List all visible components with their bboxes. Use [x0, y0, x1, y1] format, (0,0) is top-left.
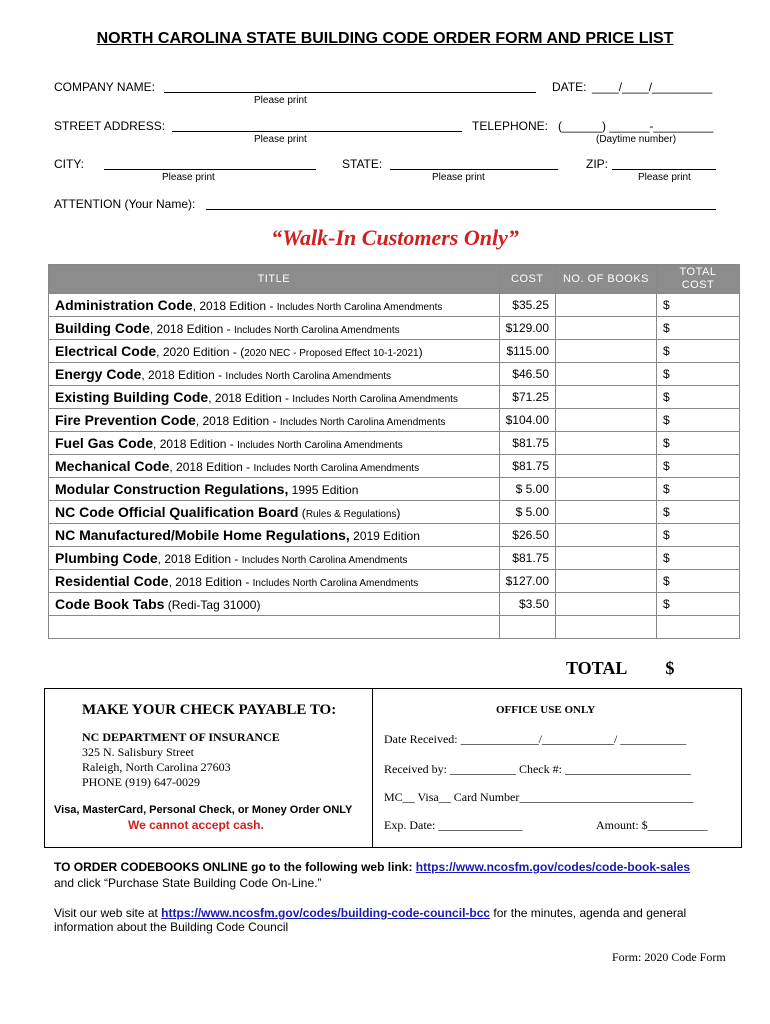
book-total-currency: $: [663, 321, 670, 335]
book-title: [49, 501, 500, 524]
book-total-currency: $: [663, 413, 670, 427]
online-order-text: TO ORDER CODEBOOKS ONLINE go to the following web link:: [54, 860, 413, 874]
zip-label: ZIP:: [586, 157, 609, 171]
book-total-currency: $: [663, 528, 670, 542]
book-note: Includes North Carolina Amendments: [241, 555, 408, 566]
book-total[interactable]: [657, 363, 740, 386]
book-total[interactable]: [657, 501, 740, 524]
table-row: [49, 432, 740, 455]
table-row: [49, 363, 740, 386]
book-quantity[interactable]: [556, 317, 657, 340]
table-row: [49, 547, 740, 570]
payment-methods: Visa, MasterCard, Personal Check, or Money Order ONLY: [54, 804, 353, 816]
table-row: [49, 340, 740, 363]
code-book-sales-link[interactable]: https://www.ncosfm.gov/codes/code-book-sales: [415, 860, 691, 874]
table-row: [49, 317, 740, 340]
book-name: Fire Prevention Code: [55, 412, 196, 428]
book-edition: , 2018 Edition -: [141, 368, 226, 382]
book-note: 2020 NEC - Proposed Effect 10-1-2021: [244, 348, 419, 359]
company-hint: Please print: [254, 95, 307, 106]
book-name: Plumbing Code: [55, 550, 158, 566]
book-title: [49, 386, 500, 409]
book-note: Includes North Carolina Amendments: [253, 463, 420, 474]
dept-address1: 325 N. Salisbury Street: [82, 745, 194, 759]
dept-name: NC DEPARTMENT OF INSURANCE: [82, 730, 280, 744]
book-note: Includes North Carolina Amendments: [237, 440, 403, 451]
book-total[interactable]: [657, 547, 740, 570]
book-edition: , 2018 Edition -: [192, 299, 277, 313]
book-quantity[interactable]: [556, 501, 657, 524]
book-edition: , 2018 Edition -: [157, 552, 242, 566]
online-order-line: [54, 860, 690, 874]
book-quantity[interactable]: [556, 524, 657, 547]
book-cost: $115.00: [499, 340, 555, 363]
book-quantity[interactable]: [556, 340, 657, 363]
header-total: [657, 265, 740, 294]
book-total[interactable]: [657, 593, 740, 616]
book-total[interactable]: [657, 340, 740, 363]
book-note: Rules & Regulations: [305, 509, 397, 520]
price-table: [48, 264, 740, 639]
book-quantity[interactable]: [556, 570, 657, 593]
attention-label: ATTENTION (Your Name):: [54, 197, 196, 211]
book-total-currency: $: [663, 597, 670, 611]
book-name: Electrical Code: [55, 343, 157, 359]
book-cost: $71.25: [499, 386, 555, 409]
online-order-instruction: and click “Purchase State Building Code On-Line.”: [54, 876, 322, 890]
book-note-end: ): [418, 345, 423, 359]
book-name: Energy Code: [55, 366, 142, 382]
book-edition: , 2018 Edition -: [153, 437, 238, 451]
book-edition: , 2018 Edition -: [168, 575, 253, 589]
bcc-link[interactable]: https://www.ncosfm.gov/codes/building-code-council-bcc: [161, 906, 491, 920]
book-quantity[interactable]: [556, 386, 657, 409]
dept-address2: Raleigh, North Carolina 27603: [82, 760, 231, 774]
street-hint: Please print: [254, 134, 307, 145]
book-cost: $3.50: [499, 593, 555, 616]
dept-phone: PHONE (919) 647-0029: [82, 775, 200, 789]
table-row: [49, 593, 740, 616]
book-quantity[interactable]: [556, 547, 657, 570]
book-total-currency: $: [663, 436, 670, 450]
book-total[interactable]: [657, 478, 740, 501]
book-total-currency: $: [663, 459, 670, 473]
zip-hint: Please print: [638, 172, 691, 183]
book-cost: $129.00: [499, 317, 555, 340]
company-label: COMPANY NAME:: [54, 80, 155, 94]
book-note: Includes North Carolina Amendments: [225, 371, 392, 382]
book-title: [49, 547, 500, 570]
book-cost: $104.00: [499, 409, 555, 432]
book-edition: (Redi-Tag 31000): [164, 598, 261, 612]
book-edition: 2019 Edition: [349, 529, 420, 543]
header-books: NO. OF BOOKS: [556, 265, 657, 294]
zip-field[interactable]: [612, 157, 716, 170]
table-row: [49, 570, 740, 593]
book-total[interactable]: [657, 317, 740, 340]
blank-row: [49, 616, 740, 639]
walk-in-notice: “Walk-In Customers Only”: [271, 225, 519, 250]
book-title: [49, 409, 500, 432]
box-divider: [372, 688, 373, 848]
book-edition: , 2018 Edition -: [149, 322, 234, 336]
book-cost: $ 5.00: [499, 478, 555, 501]
office-exp-date[interactable]: Exp. Date: ______________: [384, 818, 523, 832]
book-total-currency: $: [663, 367, 670, 381]
book-total[interactable]: [657, 294, 740, 317]
book-edition: , 2020 Edition - (: [156, 345, 245, 359]
company-field[interactable]: [164, 80, 536, 93]
book-name: Code Book Tabs: [55, 596, 165, 612]
office-date-received[interactable]: Date Received: _____________/____________/ ___________: [384, 732, 687, 746]
no-cash-notice: We cannot accept cash.: [128, 818, 264, 832]
visit-text3: information about the Building Code Council: [54, 920, 289, 934]
book-cost: $81.75: [499, 455, 555, 478]
book-cost: $127.00: [499, 570, 555, 593]
book-name: Residential Code: [55, 573, 169, 589]
book-total[interactable]: [657, 570, 740, 593]
book-note-end: ): [396, 506, 401, 520]
date-label: DATE:: [552, 80, 587, 94]
book-edition: , 2018 Edition -: [195, 414, 280, 428]
book-total-currency: $: [663, 298, 670, 312]
table-header: [49, 265, 740, 294]
book-quantity[interactable]: [556, 593, 657, 616]
table-row: [49, 455, 740, 478]
book-title: [49, 317, 500, 340]
book-total[interactable]: [657, 524, 740, 547]
city-hint: Please print: [162, 172, 215, 183]
header-total-label: TOTAL COST: [679, 266, 717, 291]
table-row: [49, 294, 740, 317]
book-total-currency: $: [663, 551, 670, 565]
book-title: [49, 524, 500, 547]
visit-line: [54, 906, 686, 920]
telephone-label: TELEPHONE:: [472, 119, 549, 133]
book-total-currency: $: [663, 344, 670, 358]
book-title: [49, 455, 500, 478]
office-amount[interactable]: Amount: $__________: [596, 818, 708, 832]
header-title: TITLE: [49, 265, 500, 294]
book-total[interactable]: [657, 432, 740, 455]
street-label: STREET ADDRESS:: [54, 119, 166, 133]
book-edition: , 2018 Edition -: [169, 460, 254, 474]
attention-field[interactable]: [206, 197, 716, 210]
book-edition: (: [298, 506, 306, 520]
book-quantity[interactable]: [556, 363, 657, 386]
telephone-hint: (Daytime number): [596, 134, 677, 145]
book-total[interactable]: [657, 386, 740, 409]
book-total[interactable]: [657, 455, 740, 478]
total-label: TOTAL: [566, 658, 627, 678]
book-note: Includes North Carolina Amendments: [292, 394, 458, 405]
office-received-by[interactable]: Received by: ___________ Check #: _____________________: [384, 762, 691, 776]
book-cost: $26.50: [499, 524, 555, 547]
book-title: [49, 593, 500, 616]
date-field[interactable]: ____/____/_________: [592, 80, 713, 94]
book-quantity[interactable]: [556, 455, 657, 478]
form-title: NORTH CAROLINA STATE BUILDING CODE ORDER FORM AND PRICE LIST: [96, 30, 674, 47]
total-currency: $: [665, 658, 675, 678]
city-field[interactable]: [104, 157, 316, 170]
book-cost: $81.75: [499, 432, 555, 455]
table-row: [49, 501, 740, 524]
visit-text2: for the minutes, agenda and general: [493, 906, 687, 920]
state-field[interactable]: [390, 157, 558, 170]
header-cost: COST: [499, 265, 555, 294]
book-title: [49, 478, 500, 501]
book-edition: , 2018 Edition -: [208, 391, 293, 405]
book-cost: $46.50: [499, 363, 555, 386]
book-quantity[interactable]: [556, 432, 657, 455]
payable-heading: MAKE YOUR CHECK PAYABLE TO:: [82, 702, 337, 718]
book-name: Existing Building Code: [55, 389, 209, 405]
street-field[interactable]: [172, 119, 462, 132]
book-title: [49, 570, 500, 593]
table-row: [49, 524, 740, 547]
book-total-currency: $: [663, 574, 670, 588]
office-card-number[interactable]: MC__ Visa__ Card Number_____________________________: [384, 790, 694, 804]
book-cost: $ 5.00: [499, 501, 555, 524]
state-hint: Please print: [432, 172, 485, 183]
book-name: Fuel Gas Code: [55, 435, 154, 451]
table-row: [49, 386, 740, 409]
book-edition: 1995 Edition: [288, 483, 359, 497]
book-total[interactable]: [657, 409, 740, 432]
telephone-field[interactable]: (______) ______-_________: [558, 119, 714, 133]
state-label: STATE:: [342, 157, 383, 171]
table-row: [49, 478, 740, 501]
book-note: Includes North Carolina Amendments: [252, 578, 419, 589]
book-total-currency: $: [663, 505, 670, 519]
table-row: [49, 409, 740, 432]
book-cost: $81.75: [499, 547, 555, 570]
book-name: Modular Construction Regulations,: [55, 481, 289, 497]
office-heading: OFFICE USE ONLY: [496, 704, 596, 716]
book-total-currency: $: [663, 482, 670, 496]
book-note: Includes North Carolina Amendments: [279, 417, 446, 428]
book-name: Building Code: [55, 320, 150, 336]
book-name: NC Code Official Qualification Board: [55, 504, 299, 520]
book-title: [49, 294, 500, 317]
book-title: [49, 363, 500, 386]
book-title: [49, 340, 500, 363]
book-quantity[interactable]: [556, 478, 657, 501]
city-label: CITY:: [54, 157, 85, 171]
grand-total: [566, 658, 674, 679]
visit-text: Visit our web site at: [54, 906, 158, 920]
book-quantity[interactable]: [556, 294, 657, 317]
book-quantity[interactable]: [556, 409, 657, 432]
book-title: [49, 432, 500, 455]
book-name: NC Manufactured/Mobile Home Regulations,: [55, 527, 350, 543]
book-note: Includes North Carolina Amendments: [233, 325, 400, 336]
book-cost: $35.25: [499, 294, 555, 317]
book-note: Includes North Carolina Amendments: [276, 302, 443, 313]
book-name: Administration Code: [55, 297, 193, 313]
book-name: Mechanical Code: [55, 458, 170, 474]
book-total-currency: $: [663, 390, 670, 404]
form-id: Form: 2020 Code Form: [612, 950, 726, 964]
